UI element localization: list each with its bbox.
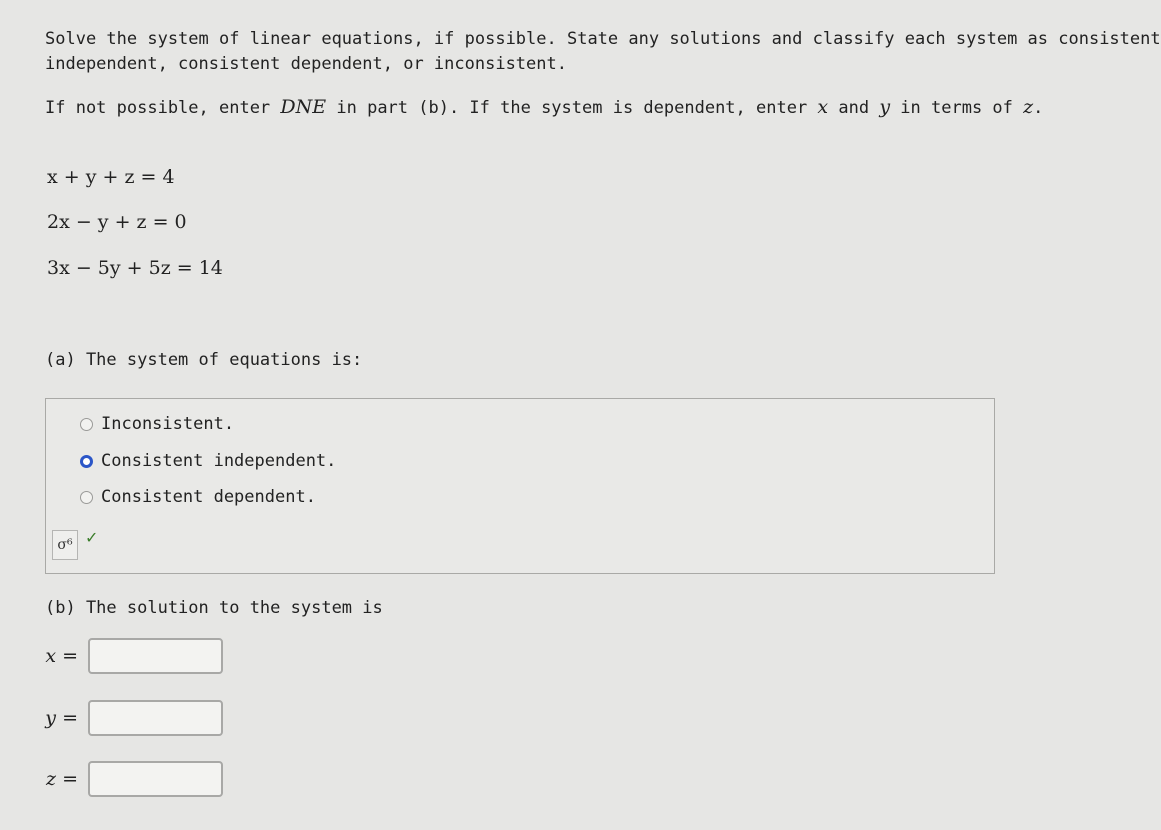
instructions-text: in part (b). If the system is dependent, enter — [326, 98, 818, 118]
equation-1: x + y + z = 4 — [47, 166, 175, 188]
answer-label-z: z = — [46, 768, 78, 790]
instructions-line-1: Solve the system of linear equations, if possible. State any solutions and classify each system as consistent — [45, 29, 1161, 49]
instructions-line-3 — [45, 96, 1043, 119]
radio-button-selected[interactable] — [80, 455, 93, 468]
answer-label-x: x = — [45, 645, 78, 667]
option-label: Inconsistent. — [101, 414, 235, 434]
x-answer-input[interactable] — [88, 638, 223, 674]
instructions-text: and — [828, 98, 880, 118]
part-b-label: (b) The solution to the system is — [45, 598, 383, 618]
dne-text: DNE — [280, 96, 327, 118]
answer-row-z — [32, 761, 223, 797]
instructions-text: . — [1033, 98, 1044, 118]
option-inconsistent[interactable] — [80, 414, 234, 434]
answer-label-y: y = — [45, 707, 78, 729]
instructions-text: in terms of — [890, 98, 1024, 118]
option-consistent-independent[interactable] — [80, 451, 336, 471]
y-answer-input[interactable] — [88, 700, 223, 736]
answer-row-x — [32, 638, 223, 674]
instructions-text: If not possible, enter — [45, 98, 281, 118]
option-label: Consistent independent. — [101, 451, 337, 471]
var-z: z — [1023, 96, 1034, 118]
var-x: x — [817, 96, 829, 118]
check-icon: ✓ — [85, 528, 99, 547]
var-y: y — [879, 96, 891, 118]
sigfig-button[interactable] — [52, 530, 78, 560]
equation-2: 2x − y + z = 0 — [47, 211, 187, 233]
option-label: Consistent dependent. — [101, 487, 316, 507]
instructions-line-2: independent, consistent dependent, or inconsistent. — [45, 54, 567, 74]
z-answer-input[interactable] — [88, 761, 223, 797]
sigfig-icon: σ⁶ — [57, 537, 73, 553]
option-consistent-dependent[interactable] — [80, 487, 316, 507]
radio-button[interactable] — [80, 491, 93, 504]
radio-button[interactable] — [80, 418, 93, 431]
equation-3: 3x − 5y + 5z = 14 — [47, 257, 223, 279]
part-a-label: (a) The system of equations is: — [45, 350, 363, 370]
answer-row-y — [32, 700, 223, 736]
